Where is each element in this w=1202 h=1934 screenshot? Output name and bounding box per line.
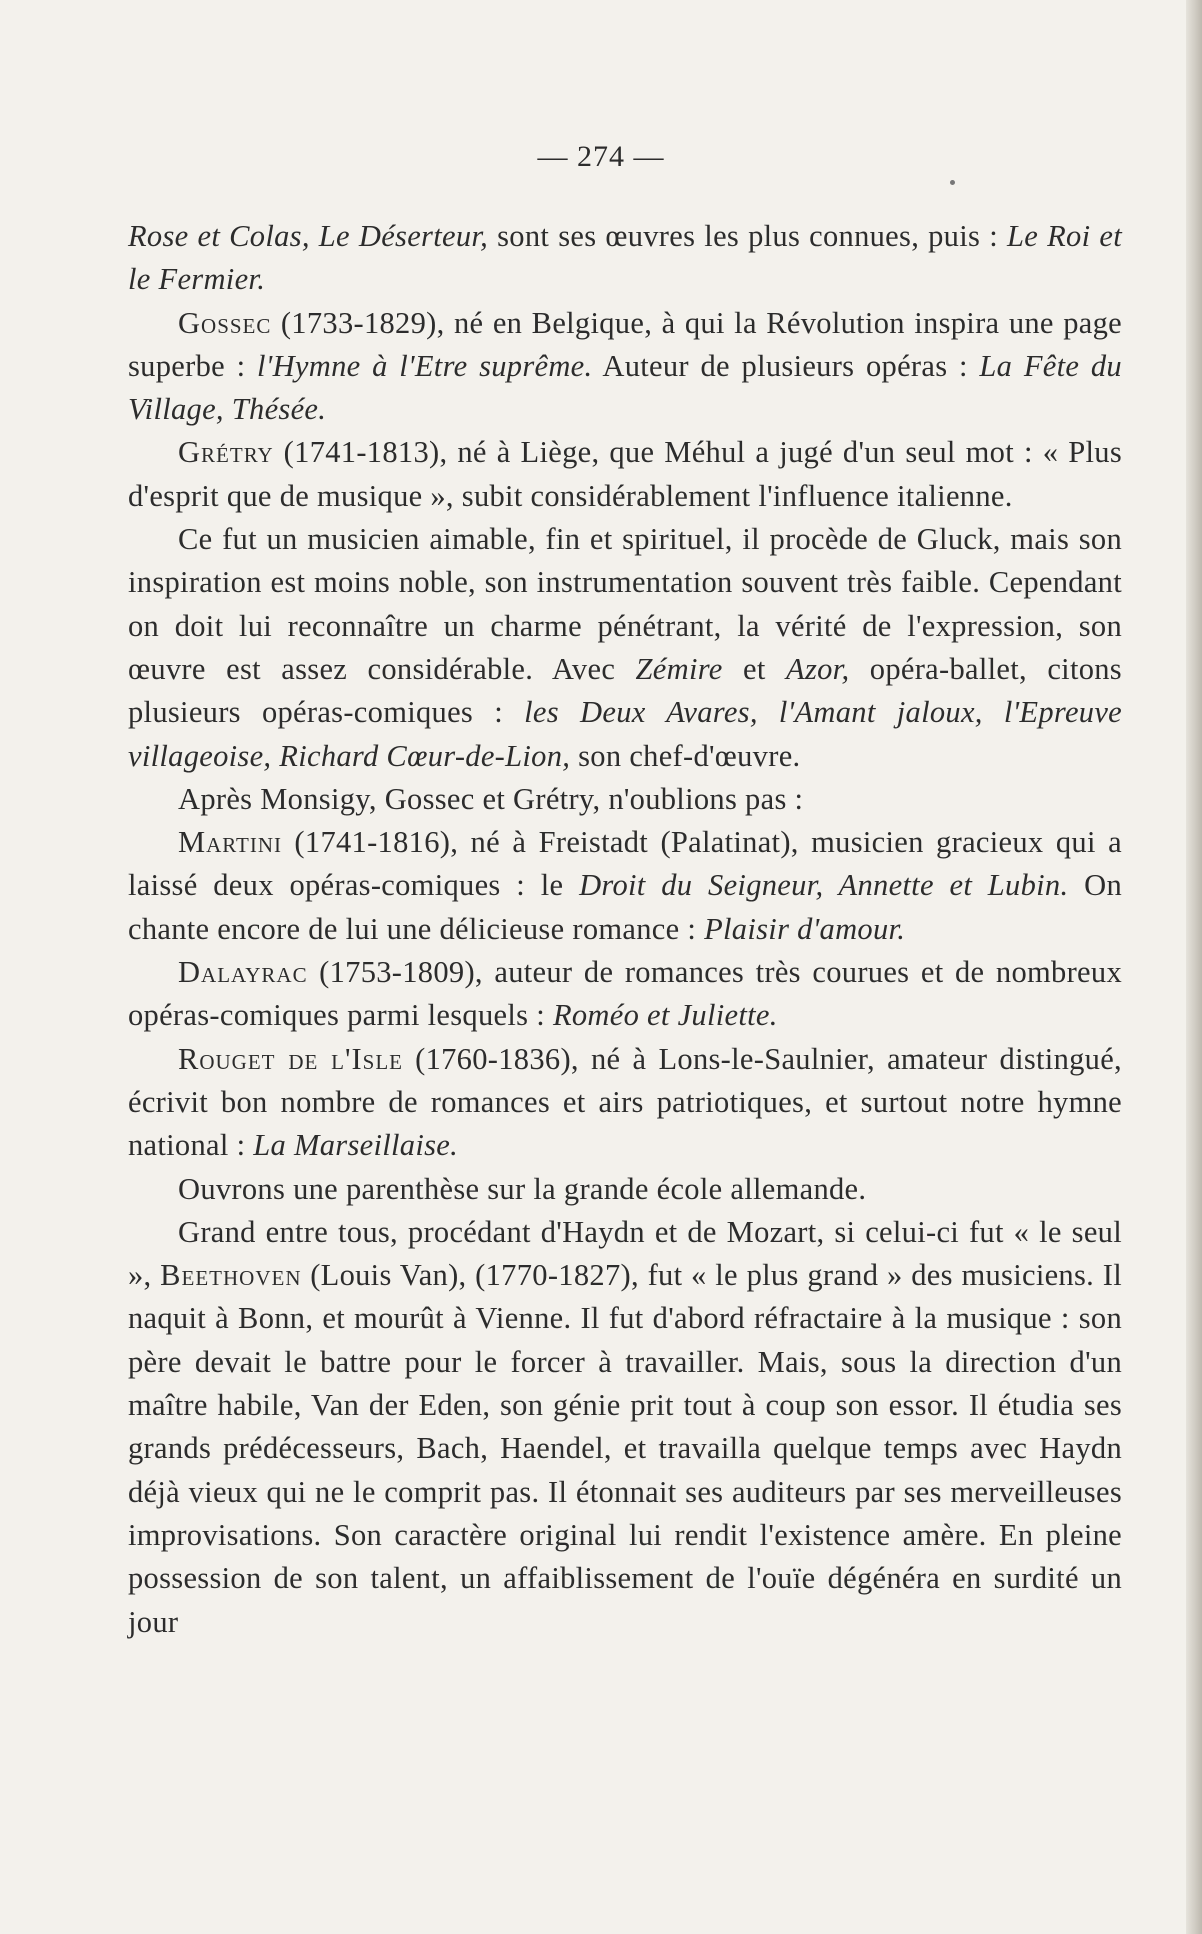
paragraph [128, 821, 1122, 951]
italic-text: Droit du Seigneur, Annette et Lubin. [579, 868, 1069, 903]
paragraph [128, 1038, 1122, 1168]
paragraph [128, 518, 1122, 778]
text-run: (1741-1813), né à Liège, que Méhul a jugé d'un seul mot : « Plus d'esprit que de musique », subit considérablement l'influence italienne. [128, 435, 1122, 513]
body-text [128, 215, 1122, 1644]
paragraph [128, 1168, 1122, 1211]
text-run: Après Monsigy, Gossec et Grétry, n'oublions pas : [178, 781, 804, 816]
paragraph [128, 215, 1122, 302]
text-run: (1760-1836), né à Lons-le-Saulnier, amateur distingué, écrivit bon nombre de romances et airs patriotiques, et surtout notre hymne national : [128, 1041, 1122, 1163]
text-run: Auteur de plusieurs opéras : [592, 348, 980, 383]
text-run: Ce fut un musicien aimable, fin et spirituel, il procède de Gluck, mais son inspiration est moins noble, son instrumentation souvent très faible. Cependant on doit lui reconnaître un charme pénétrant, la vérité de l'expression, son œuvre est assez considérable. Avec [128, 522, 1122, 686]
small-caps-name: Rouget de l'Isle [178, 1041, 403, 1076]
paragraph [128, 951, 1122, 1038]
paragraph [128, 1211, 1122, 1644]
small-caps-name: Beethoven [160, 1258, 302, 1293]
italic-text: La Marseillaise. [253, 1128, 459, 1163]
italic-text: les Deux Avares, l'Amant jaloux, l'Epreuve villageoise, Richard Cœur-de-Lion, [128, 695, 1123, 773]
text-run: (1733-1829), né en Belgique, à qui la Révolution inspira une page superbe : [128, 305, 1122, 383]
italic-text: Azor, [786, 651, 850, 686]
text-run: et [722, 651, 787, 686]
ink-dot [950, 180, 955, 185]
small-caps-name: Gossec [178, 305, 272, 340]
text-run: opéra-ballet, citons plusieurs opéras-comiques : [128, 651, 1122, 730]
small-caps-name: Martini [178, 825, 283, 860]
page-edge [1186, 0, 1202, 1934]
paragraph [128, 778, 1122, 821]
paragraph [128, 302, 1122, 432]
text-run: son chef-d'œuvre. [570, 738, 801, 773]
italic-text: Zémire [635, 651, 723, 686]
paragraph [128, 431, 1122, 518]
text-run: (1741-1816), né à Freistadt (Palatinat), musicien gracieux qui a laissé deux opéras-comiques : le [128, 825, 1122, 903]
italic-text: Plaisir d'amour. [704, 911, 906, 946]
text-run: (Louis Van), (1770-1827), fut « le plus grand » des musiciens. Il naquit à Bonn, et mourût à Vienne. Il fut d'abord réfractaire à la musique : son père devait le battre pour le forcer à travailler. Mais, sous la direction d'un maître habile, Van der Eden, son génie prit tout à coup son essor. Il étudia ses grands prédécesseurs, Bach, Haendel, et travailla quelque temps avec Haydn déjà vieux qui ne le comprit pas. Il étonnait ses auditeurs par ses merveilleuses improvisations. Son caractère original lui rendit l'existence amère. En pleine possession de son talent, un affaiblissement de l'ouïe dégénéra en surdité un jour [128, 1258, 1122, 1639]
text-run: On chante encore de lui une délicieuse romance : [128, 868, 1122, 946]
page-number: — 274 — [537, 140, 665, 173]
italic-text: La Fête du Village, Thésée. [128, 348, 1122, 427]
italic-text: Rose et Colas, Le Déserteur, [128, 219, 489, 253]
text-run: sont ses œuvres les plus connues, puis : [488, 219, 1007, 253]
text-run: (1753-1809), auteur de romances très courues et de nombreux opéras-comiques parmi lesquels : [128, 955, 1122, 1033]
small-caps-name: Dalayrac [178, 955, 308, 990]
small-caps-name: Grétry [178, 435, 274, 470]
text-run: Ouvrons une parenthèse sur la grande école allemande. [178, 1171, 867, 1206]
text-run: Grand entre tous, procédant d'Haydn et de Mozart, si celui-ci fut « le seul », [128, 1214, 1122, 1293]
italic-text: Roméo et Juliette. [552, 998, 778, 1033]
italic-text: Le Roi et le Fermier. [128, 219, 1123, 297]
italic-text: l'Hymne à l'Etre suprême. [256, 348, 593, 383]
